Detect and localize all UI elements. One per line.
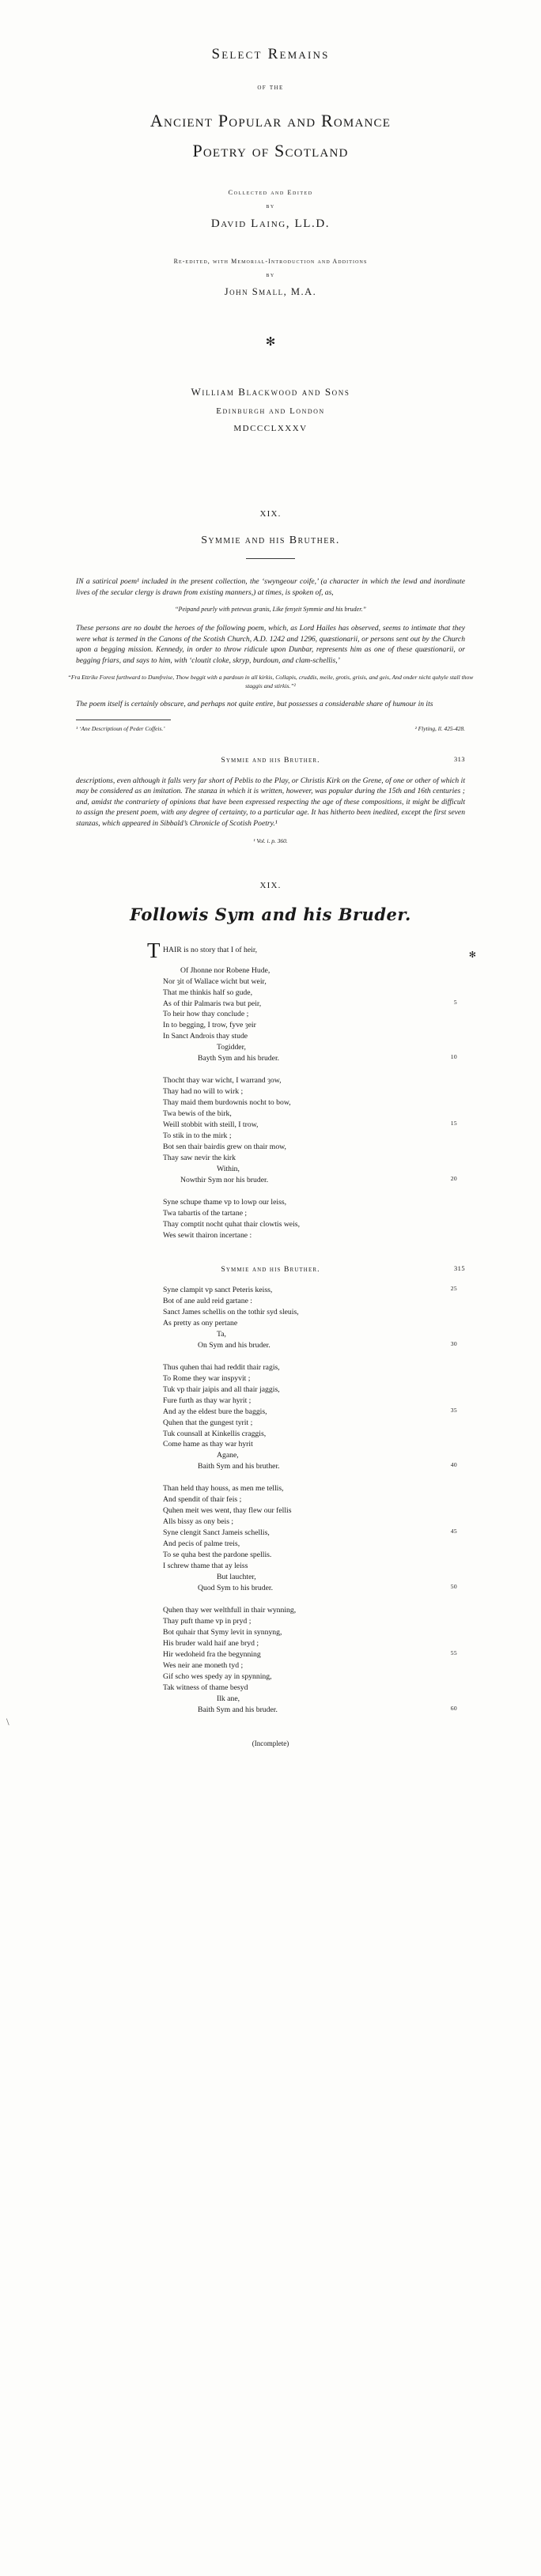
poem-line: Thay puft thame vp in pryd ; [163,1617,252,1626]
poem-line: On Sym and his bruder. 30 [198,1339,457,1350]
margin-tick-mark: \ [6,1716,9,1728]
poem-line: Gif scho wes spedy ay in spynning, [163,1671,272,1681]
footnote-right: ² Flyting, ll. 425-428. [414,724,465,732]
title-line-1: Select Remains [211,46,330,62]
poem-line: Weill stobbit with steill, I trow, 15 [163,1120,457,1130]
poem-line: Tuk vp thair jaipis and all thair jaggis, [163,1384,280,1394]
margin-asterisk-icon: ✻ [468,950,476,960]
poem-line: Twa bewis of the birk, [163,1109,232,1119]
intro-quote-2: “Fra Ettrike Forest furthward to Dumfreise, Thow beggit with a pardoun in all kirkis, Collapis, cruddis, meile, grotis, grisis, and geis, And onder nicht quhyle stall thow staggis and stirkis.”² [67,674,474,689]
poem-line: His bruder wald haif ane bryd ; [163,1638,259,1648]
poem-line: Alls bissy as ony beis ; [163,1517,234,1527]
running-head-1 [76,756,465,765]
poem-line: Thay maid them burdownis nocht to bow, [163,1098,291,1108]
poem-line: Baith Sym and his bruther. 40 [198,1461,457,1471]
intro-paragraph-3: The poem itself is certainly obscure, and perhaps not quite entire, but possesses a considerable share of humour in its [76,699,433,708]
poem-line: I schrew thame that ay leiss [163,1562,248,1571]
poem-line: Ilk ane, [217,1694,240,1703]
title-line-4: Poetry of Scotland [192,141,349,161]
line-number: 25 [450,1284,457,1292]
poem-line: Come hame as thay war hyrit [163,1440,253,1449]
poem-line: Togidder, [217,1043,246,1052]
author-primary: David Laing, LL.D. [210,217,331,230]
publication-place: Edinburgh and London [216,406,325,416]
poem-line: To heir how thay conclude ; [163,1010,249,1019]
poem-line: Tuk counsall at Kinkellis craggis, [163,1429,267,1438]
poem-line: In Sanct Androis thay stude [163,1032,248,1041]
poem-line: Wes sewit thairon incertane : [163,1230,252,1240]
reedited-note: Re-edited, with Memorial-Introduction and Additions [173,258,368,265]
line-number: 15 [450,1120,457,1127]
poem-line: Thay saw nevir the kirk [163,1154,236,1163]
poem-line-text: HAIR is no story that I of heir, [163,945,258,954]
running-head-2 [76,1265,465,1274]
poem-line: In to begging, I trow, fyve ȝeir [163,1021,256,1030]
poem-stanza [62,1362,479,1473]
poem-line: Thus quhen thai had reddit thair ragis, [163,1362,280,1372]
poem-line: Syne schupe thame vp to lowp our leiss, [163,1198,287,1207]
poem-line: Thay had no will to wirk ; [163,1087,244,1097]
poem-line: Wes neir ane moneth tyd ; [163,1660,244,1670]
publication-date: MDCCCLXXXV [233,424,308,433]
poem-line: Sanct James schellis on the tothir syd sleuis, [163,1307,299,1316]
line-number: 10 [450,1053,457,1061]
footnote-volume: ¹ Vol. i. p. 360. [253,837,288,844]
intro-paragraph-1: IN a satirical poem¹ included in the present collection, the ‘swyngeour coife,’ (a character in which the lewd and inordinate lives of the secular clergy is drawn from existing manners,) at times, is spoken of, as, [76,577,465,597]
line-number: 55 [450,1649,457,1656]
poem-line: Quhen thay wer welthfull in thair wynning, [163,1606,297,1615]
intro-title: Symmie and his Bruther. [201,534,340,546]
poem-line: Ta, [217,1329,226,1339]
poem-line: Hir wedoheid fra the begynning 55 [163,1649,457,1659]
poem-line: Syne clampit vp sanct Peteris keiss, 25 [163,1284,457,1294]
poem-line: Quhen meit wes went, thay flew our fellis [163,1506,292,1516]
incomplete-note: (Incomplete) [252,1739,289,1747]
publisher: William Blackwood and Sons [191,386,350,398]
poem-line: Bot of ane auld reid gartane : [163,1296,252,1305]
poem-stanza [62,1483,479,1594]
line-number: 5 [453,998,457,1006]
line-number: 50 [450,1583,457,1591]
poem-line: To se quha best the pardone spellis. [163,1551,272,1560]
poem-line: Nowthir Sym nor his bruder. 20 [180,1175,457,1185]
poem-line: As of thir Palmaris twa but peir, 5 [163,998,457,1008]
drop-cap: T [147,938,161,962]
poem-title: Followis Sym and his Bruder. [130,904,411,924]
poem-line: Quhen that the gungest tyrit ; [163,1418,253,1427]
poem-line: And pecis of palme treis, [163,1539,240,1549]
poem-stanza [62,938,479,1065]
poem-number: XIX. [259,880,282,890]
line-number: 20 [450,1175,457,1183]
poem-line: As pretty as ony pertane [163,1318,238,1328]
author-secondary: John Small, M.A. [224,286,317,297]
running-head-title: Symmie and his Bruther. [221,755,320,765]
poem-line: Baith Sym and his bruder. 60 [198,1704,457,1714]
poem-line: Bot quhair that Symy levit in synnyng, [163,1628,282,1637]
poem-line: And ay the eldest bure the baggis, 35 [163,1406,457,1416]
poem-line: Thocht thay war wicht, I warrand ȝow, [163,1076,282,1086]
poem-line: Nor ȝit of Wallace wicht but weir, [163,976,267,986]
poem-line: Than held thay houss, as men me tellis, [163,1484,284,1494]
continuation-paragraph: descriptions, even although it falls very far short of Peblis to the Play, or Christis Kirk on the Grene, of one or other of which it may be considered as an imitation. The stanza in which it is written, however, was popular during the 15th and 16th centuries ; and, amidst the contrariety of opinions that have been expressed respecting the age of these compositions, it might be difficult to assign the present poem, with any degree of certainty, to a particular age. It has hitherto been inedited, except the first seven stanzas, which appeared in Sibbald’s Chronicle of Scotish Poetry.¹ [76,776,465,828]
footnote-left: ¹ ‘Ane Descriptioun of Peder Coffeis.’ [76,724,165,732]
poem-line: Fure furth as thay war hyrit ; [163,1396,252,1405]
intro-number: XIX. [259,509,282,519]
title-line-3: Ancient Popular and Romance [149,111,392,130]
poem-line: Thay comptit nocht quhat thair clowtis weis, [163,1219,300,1229]
heading-rule [246,558,295,559]
page-number-315: 315 [453,1264,465,1272]
poem-line: Agane, [217,1451,239,1460]
line-number: 30 [450,1339,457,1347]
poem-body [62,938,479,1716]
title-of: of the [257,84,284,92]
asterisk-ornament-icon: ✻ [265,336,276,349]
poem-line: Twa tabartis of the tartane ; [163,1208,248,1218]
line-number: 40 [450,1461,457,1469]
poem-line: Of Jhonne nor Robene Hude, [180,965,270,975]
poem-line: Quod Sym to his bruder. 50 [198,1583,457,1593]
poem-line: To stik in to the mirk ; [163,1131,232,1141]
poem-stanza [62,1197,479,1241]
poem-line: Bot sen thair bairdis grew on thair mow, [163,1143,286,1152]
title-block [62,0,479,433]
poem-line: That me thinkis half so gude, [163,988,253,997]
running-head-title: Symmie and his Bruther. [221,1264,320,1274]
page-number-313: 313 [453,755,465,763]
by-label-2: by [266,271,275,278]
intro-quote-1: “Peipand peurly with petewus granis, Like fenȝeit Symmie and his bruder.” [175,606,366,614]
poem-line: Bayth Sym and his bruder. 10 [198,1053,457,1063]
poem-stanza [62,1285,479,1351]
poem-stanza [62,1605,479,1716]
poem-line: To Rome they war inspyvit ; [163,1373,251,1383]
poem-stanza [62,1075,479,1186]
poem-line: Tak witness of thame besyd [163,1683,248,1692]
line-number: 35 [450,1406,457,1414]
intro-paragraph-2: These persons are no doubt the heroes of the following poem, which, as Lord Hailes has observed, seems to intimate that they were what is termed in the Canons of the Scotish Church, A.D. 1242 and 1296, quæstionarii, or persons sent out by the Church upon a begging mission. Kennedy, in order to throw ridicule upon Dunbar, represents him as one of these quæstionarii, or begging friars, and says to him, with ‘cloutit cloke, skryp, burdoun, and clam-schellis,’ [76,624,465,665]
poem-line: Syne clengit Sanct Jameis schellis, 45 [163,1528,457,1538]
footnote-row [76,725,465,732]
poem-line: But lauchter, [217,1573,256,1582]
collected-edited: Collected and Edited [228,188,313,196]
by-label-1: by [266,202,275,210]
line-number: 60 [450,1704,457,1712]
poem-line: And spendit of thair feis ; [163,1495,242,1505]
line-number: 45 [450,1528,457,1535]
poem-line: Within, [217,1165,240,1174]
